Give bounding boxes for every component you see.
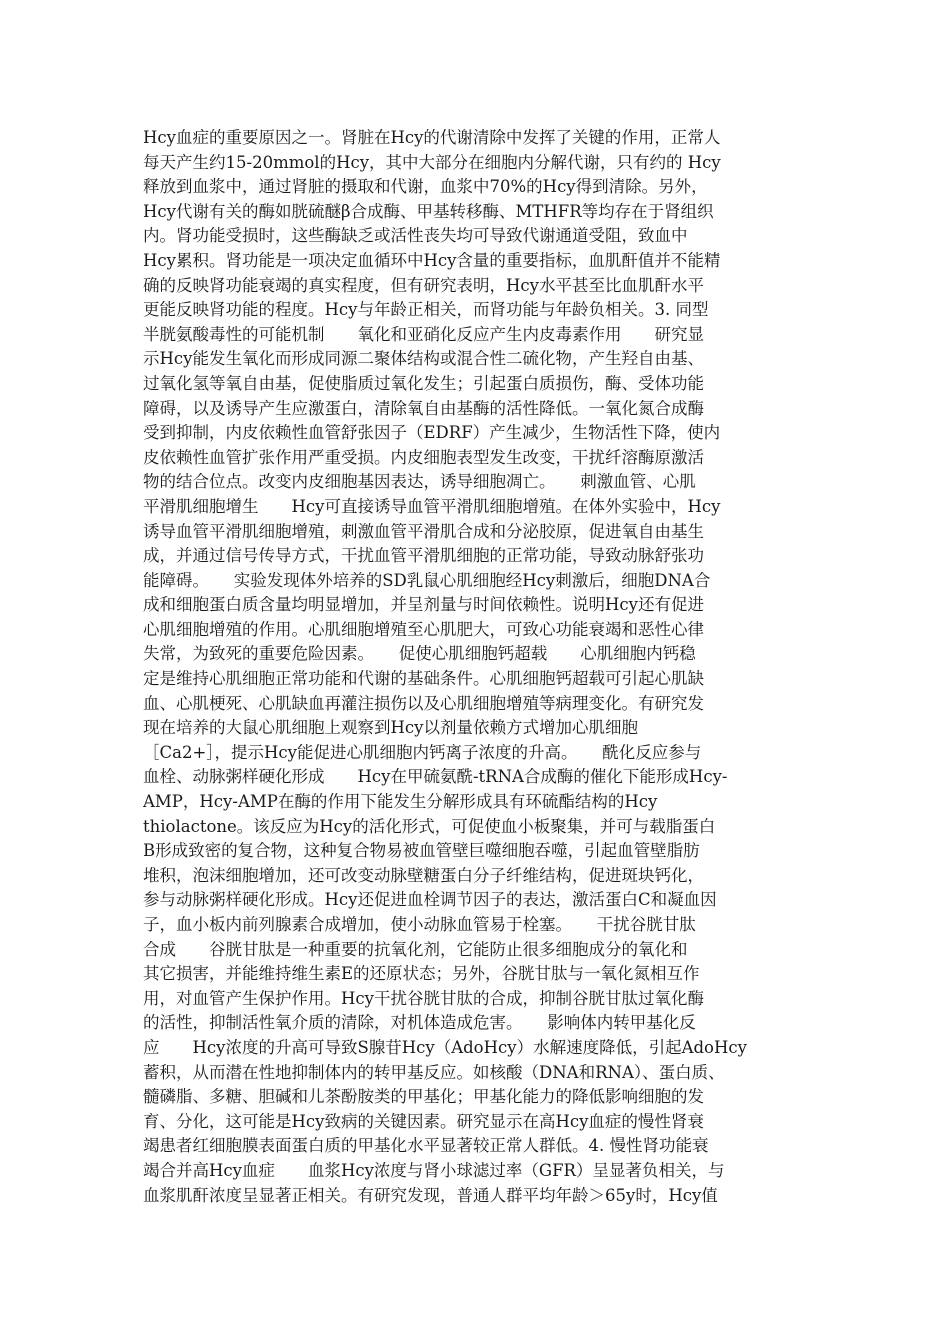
text-line: 血栓、动脉粥样硬化形成 Hcy在甲硫氨酰-tRNA合成酶的催化下能形成Hcy-	[143, 767, 728, 787]
text-line: thiolactone。该反应为Hcy的活化形式，可促使血小板聚集，并可与载脂蛋白	[143, 816, 716, 836]
text-line: 成，并通过信号传导方式，干扰血管平滑肌细胞的正常功能，导致动脉舒张功	[143, 546, 704, 566]
text-line: 心肌细胞增殖的作用。心肌细胞增殖至心肌肥大，可致心功能衰竭和恶性心律	[143, 619, 704, 639]
text-line: 过氧化氢等氧自由基，促使脂质过氧化发生；引起蛋白质损伤，酶、受体功能	[143, 373, 704, 393]
text-line: 能障碍。 实验发现体外培养的SD乳鼠心肌细胞经Hcy刺激后，细胞DNA合	[143, 570, 711, 590]
text-line: 每天产生约15-20mmol的Hcy，其中大部分在细胞内分解代谢，只有约的 Hcy	[143, 152, 721, 172]
text-line: B形成致密的复合物，这种复合物易被血管壁巨噬细胞吞噬，引起血管壁脂肪	[143, 841, 700, 861]
text-line: 障碍，以及诱导产生应激蛋白，清除氧自由基酶的活性降低。一氧化氮合成酶	[143, 398, 704, 418]
text-line: 合成 谷胱甘肽是一种重要的抗氧化剂，它能防止很多细胞成分的氧化和	[143, 939, 688, 959]
document-body	[143, 126, 815, 1208]
text-line: 其它损害，并能维持维生素E的还原状态；另外，谷胱甘肽与一氧化氮相互作	[143, 964, 700, 984]
text-line: 确的反映肾功能衰竭的真实程度，但有研究表明，Hcy水平甚至比血肌酐水平	[143, 275, 704, 295]
text-line: 参与动脉粥样硬化形成。Hcy还促进血栓调节因子的表达，激活蛋白C和凝血因	[143, 890, 717, 910]
text-line: 定是维持心肌细胞正常功能和代谢的基础条件。心肌细胞钙超载可引起心肌缺	[143, 669, 704, 689]
text-line: 失常，为致死的重要危险因素。 促使心肌细胞钙超载 心肌细胞内钙稳	[143, 644, 696, 664]
text-line: 髓磷脂、多糖、胆碱和儿茶酚胺类的甲基化；甲基化能力的降低影响细胞的发	[143, 1087, 704, 1107]
text-line: Hcy累积。肾功能是一项决定血循环中Hcy含量的重要指标，血肌酐值并不能精	[143, 250, 721, 270]
text-line: 血、心肌梗死、心肌缺血再灌注损伤以及心肌细胞增殖等病理变化。有研究发	[143, 693, 704, 713]
text-line: 用，对血管产生保护作用。Hcy干扰谷胱甘肽的合成，抑制谷胱甘肽过氧化酶	[143, 988, 704, 1008]
text-line: AMP，Hcy-AMP在酶的作用下能发生分解形成具有环硫酯结构的Hcy	[143, 792, 658, 812]
text-line: 血浆肌酐浓度呈显著正相关。有研究发现，普通人群平均年龄＞65y时，Hcy值	[143, 1185, 718, 1205]
text-line: 成和细胞蛋白质含量均明显增加，并呈剂量与时间依赖性。说明Hcy还有促进	[143, 595, 704, 615]
text-line: 蓄积，从而潜在性地抑制体内的转甲基反应。如核酸（DNA和RNA）、蛋白质、	[143, 1062, 725, 1082]
text-line: Hcy代谢有关的酶如胱硫醚β合成酶、甲基转移酶、MTHFR等均存在于肾组织	[143, 201, 714, 221]
text-line: 皮依赖性血管扩张作用严重受损。内皮细胞表型发生改变，干扰纤溶酶原激活	[143, 447, 704, 467]
text-line: 竭合并高Hcy血症 血浆Hcy浓度与肾小球滤过率（GFR）呈显著负相关，与	[143, 1160, 725, 1180]
text-line: 堆积，泡沫细胞增加，还可改变动脉壁糖蛋白分子纤维结构，促进斑块钙化，	[143, 865, 704, 885]
text-line: 现在培养的大鼠心肌细胞上观察到Hcy以剂量依赖方式增加心肌细胞	[143, 718, 638, 738]
text-line: 物的结合位点。改变内皮细胞基因表达，诱导细胞凋亡。 刺激血管、心肌	[143, 472, 696, 492]
text-line: 育、分化，这可能是Hcy致病的关键因素。研究显示在高Hcy血症的慢性肾衰	[143, 1111, 704, 1131]
text-line: 平滑肌细胞增生 Hcy可直接诱导血管平滑肌细胞增殖。在体外实验中，Hcy	[143, 496, 721, 516]
text-line: 的活性，抑制活性氧介质的清除，对机体造成危害。 影响体内转甲基化反	[143, 1013, 696, 1033]
text-line: 半胱氨酸毒性的可能机制 氧化和亚硝化反应产生内皮毒素作用 研究显	[143, 324, 704, 344]
text-line: 释放到血浆中，通过肾脏的摄取和代谢，血浆中70%的Hcy得到清除。另外，	[143, 177, 708, 197]
text-line: 竭患者红细胞膜表面蛋白质的甲基化水平显著较正常人群低。4. 慢性肾功能衰	[143, 1136, 709, 1156]
text-line: ［Ca2+］，提示Hcy能促进心肌细胞内钙离子浓度的升高。 酰化反应参与	[143, 742, 702, 762]
text-line: 受到抑制，内皮依赖性血管舒张因子（EDRF）产生减少，生物活性下降，使内	[143, 423, 721, 443]
text-line: Hcy血症的重要原因之一。肾脏在Hcy的代谢清除中发挥了关键的作用，正常人	[143, 128, 721, 147]
text-line: 内。肾功能受损时，这些酶缺乏或活性丧失均可导致代谢通道受阻，致血中	[143, 226, 688, 246]
text-line: 子，血小板内前列腺素合成增加，使小动脉血管易于栓塞。 干扰谷胱甘肽	[143, 915, 696, 934]
text-line: 更能反映肾功能的程度。Hcy与年龄正相关，而肾功能与年龄负相关。3. 同型	[143, 300, 709, 320]
text-line: 诱导血管平滑肌细胞增殖，刺激血管平滑肌合成和分泌胶原，促进氧自由基生	[143, 521, 704, 541]
text-line: 示Hcy能发生氧化而形成同源二聚体结构或混合性二硫化物，产生羟自由基、	[143, 349, 704, 369]
text-line: 应 Hcy浓度的升高可导致S腺苷Hcy（AdoHcy）水解速度降低，引起AdoHcy	[143, 1037, 747, 1057]
